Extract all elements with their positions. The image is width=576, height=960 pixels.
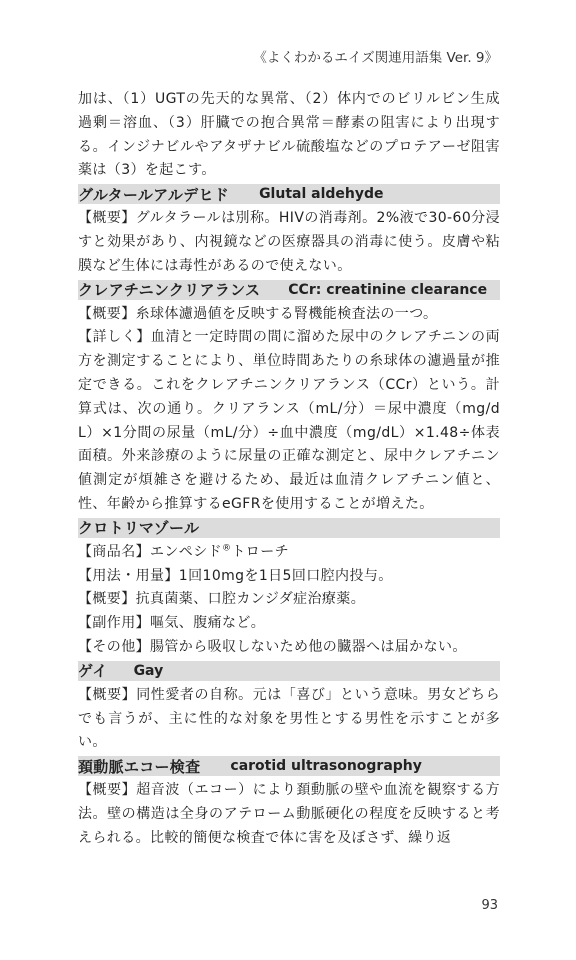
entry-gay <box>78 661 500 755</box>
entry-paragraph: 【概要】グルタラールは別称。HIVの消毒剤。2%液で30-60分浸すと効果があり、内視鏡などの医療器具の消毒に使う。皮膚や粘膜など生体には毒性があるので使えない。 <box>78 210 500 274</box>
term-japanese: クロトリマゾール <box>78 519 200 538</box>
term-english: CCr: creatinine clearance <box>288 281 488 298</box>
term-heading <box>78 661 500 681</box>
term-english: Glutal aldehyde <box>259 186 384 203</box>
registered-mark: ® <box>222 543 232 554</box>
term-english: carotid ultrasonography <box>230 758 422 775</box>
term-heading <box>78 280 500 300</box>
entry-paragraph: 【概要】抗真菌薬、口腔カンジダ症治療薬。 <box>78 591 366 608</box>
entry-carotid-ultrasonography <box>78 756 500 850</box>
page-number: 93 <box>481 898 498 913</box>
entry-paragraph: 【用法・用量】1回10mgを1日5回口腔内投与。 <box>78 567 393 584</box>
brand-prefix: 【商品名】エンペシド <box>78 543 222 560</box>
term-japanese: ゲイ <box>78 662 108 681</box>
running-header: 《よくわかるエイズ関連用語集 Ver. 9》 <box>253 50 498 66</box>
term-heading <box>78 184 500 204</box>
entry-paragraph: 【概要】超音波（エコー）により頚動脈の壁や血流を観察する方法。壁の構造は全身のアテローム動脈硬化の程度を反映すると考えられる。比較的簡便な検査で体に害を及ぼさず、繰り返 <box>78 782 500 846</box>
term-heading <box>78 518 500 538</box>
entry-glutaraldehyde <box>78 184 500 278</box>
brand-name-paragraph <box>78 541 500 565</box>
term-japanese: グルタールアルデヒド <box>78 185 230 204</box>
entry-creatinine-clearance <box>78 280 500 517</box>
term-heading <box>78 756 500 776</box>
term-japanese: クレアチニンクリアランス <box>78 281 261 300</box>
brand-suffix: トローチ <box>231 543 290 560</box>
entry-paragraph: 【詳しく】血清と一定時間の間に溜めた尿中のクレアチニンの両方を測定することにより、単位時間あたりの糸球体の濾過量が推定できる。これをクレアチニンクリアランス（CCr）という。計算式は、次の通り。クリアランス（mL/分）＝尿中濃度（mg/dL）×1分間の尿量（mL/分）÷血中濃度（mg/dL）×1.48÷体表面積。外来診療のように尿量の正確な測定と、尿中クレアチニン値測定が煩雑さを避けるため、最近は血清クレアチニン値と、性、年齢から推算するeGFRを使用することが増えた。 <box>78 329 500 512</box>
term-english: Gay <box>133 662 164 679</box>
entry-paragraph: 【その他】腸管から吸収しないため他の臓器へは届かない。 <box>78 638 467 655</box>
entry-clotrimazole <box>78 518 500 660</box>
page-content <box>78 88 500 851</box>
term-japanese: 頚動脈エコー検査 <box>78 757 201 776</box>
entry-paragraph: 【概要】糸球体濾過値を反映する腎機能検査法の一つ。 <box>78 305 438 322</box>
intro-paragraph: 加は、（1）UGTの先天的な異常、（2）体内でのビリルビン生成過剰＝溶血、（3）肝臓での抱合異常＝酵素の阻害により出現する。インジナビルやアタザナビル硫酸塩などのプロテアーゼ阻害薬は（3）を起こす。 <box>78 91 500 179</box>
entry-paragraph: 【副作用】嘔気、腹痛など。 <box>78 615 266 632</box>
entry-paragraph: 【概要】同性愛者の自称。元は「喜び」という意味。男女どちらでも言うが、主に性的な対象を男性とする男性を示すことが多い。 <box>78 686 500 751</box>
